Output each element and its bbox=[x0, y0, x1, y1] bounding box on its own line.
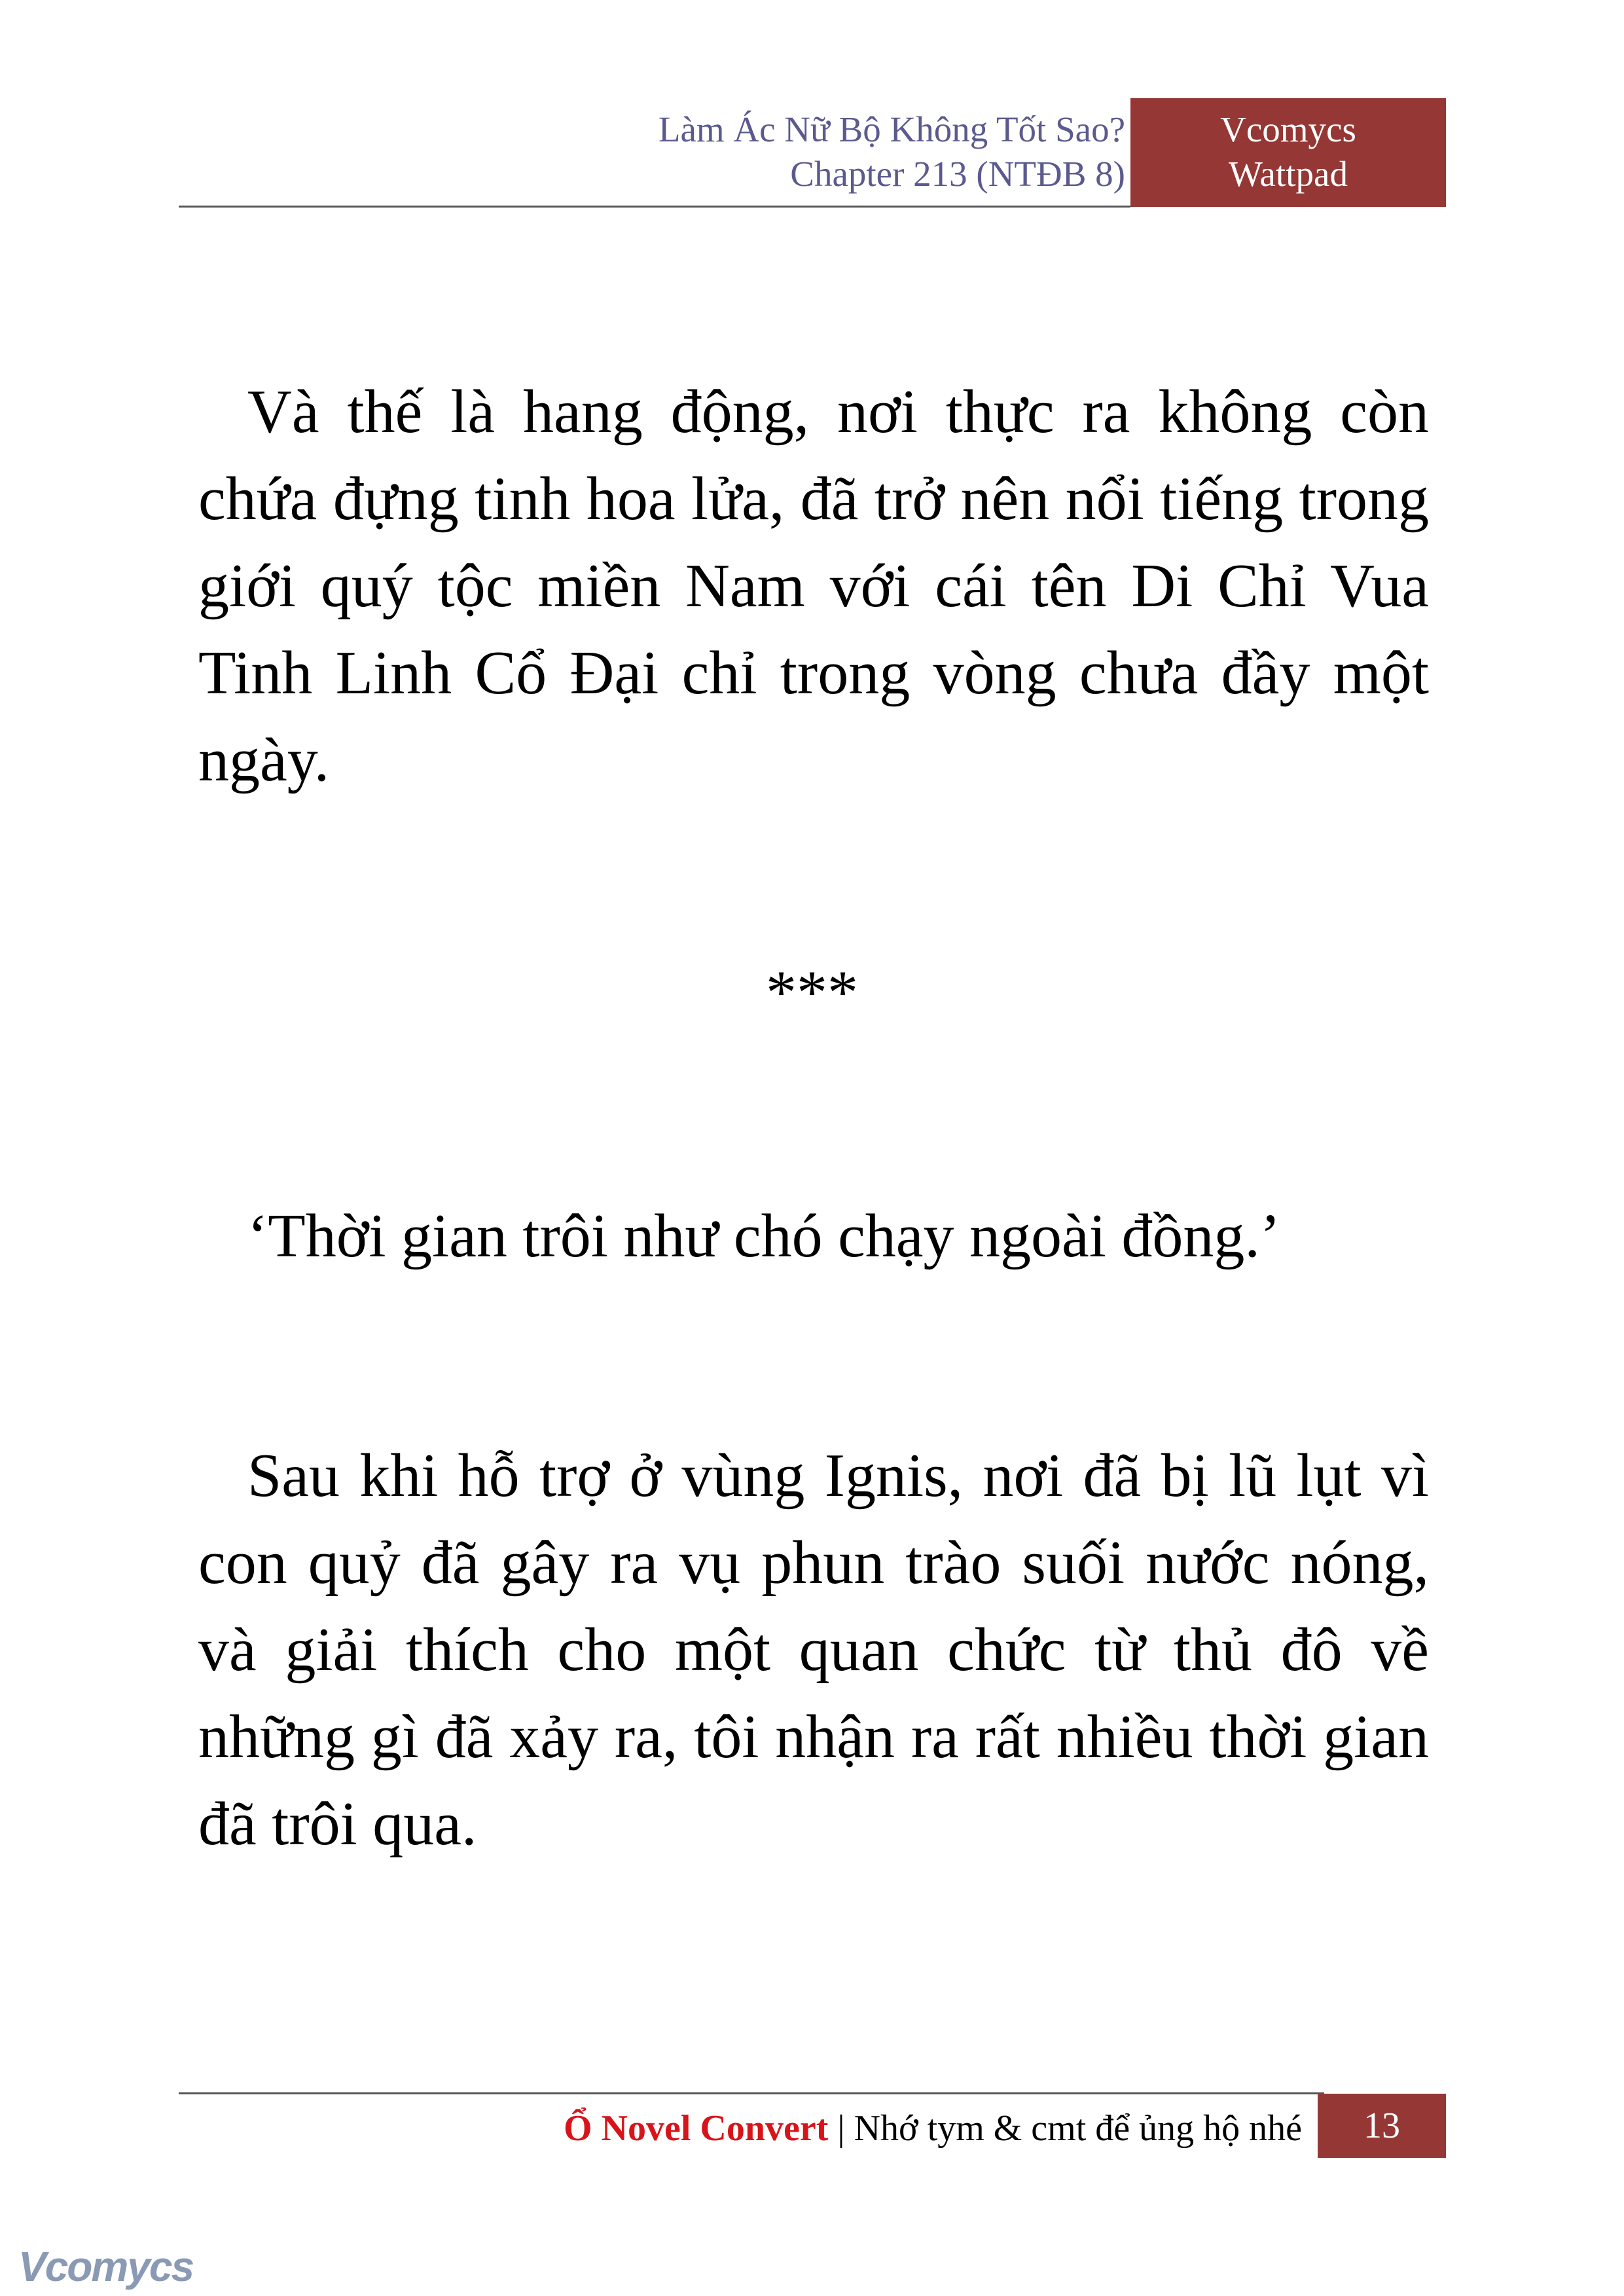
paragraph-1: Và thế là hang động, nơi thực ra không còn chứa đựng tinh hoa lửa, đã trở nên nổi tiếng trong giới quý tộc miền Nam với cái tên Di Chỉ Vua Tinh Linh Cổ Đại chỉ trong vòng chưa đầy một ngày. bbox=[198, 378, 1429, 794]
footer-separator: | bbox=[837, 2108, 845, 2149]
watermark-logo: Vcomycs bbox=[18, 2243, 194, 2290]
quote-line: ‘Thời gian trôi như chó chạy ngoài đồng.’ bbox=[247, 1202, 1281, 1270]
footer-text bbox=[564, 2105, 1302, 2151]
chapter-title: Chapter 213 (NTĐB 8) bbox=[790, 154, 1125, 194]
paragraph-2: Sau khi hỗ trợ ở vùng Ignis, nơi đã bị lũ lụt vì con quỷ đã gây ra vụ phun trào suối nước nóng, và giải thích cho một quan chức từ thủ đô về những gì đã xảy ra, tôi nhận ra rất nhiều thời gian đã trôi qua. bbox=[198, 1442, 1429, 1858]
page-number: 13 bbox=[1318, 2094, 1446, 2158]
page-header bbox=[179, 98, 1446, 207]
page-footer bbox=[179, 2092, 1446, 2159]
book-title: Làm Ác Nữ Bộ Không Tốt Sao? bbox=[658, 109, 1125, 149]
scene-separator: *** bbox=[766, 958, 858, 1027]
footer-message: Nhớ tym & cmt để ủng hộ nhé bbox=[854, 2108, 1302, 2149]
brand-vcomycs: Vcomycs bbox=[1220, 109, 1356, 149]
header-brand-box bbox=[1130, 98, 1446, 207]
footer-divider bbox=[179, 2092, 1324, 2094]
brand-wattpad: Wattpad bbox=[1229, 154, 1348, 194]
header-title bbox=[659, 107, 1125, 196]
footer-brand: Ổ Novel Convert bbox=[564, 2108, 829, 2149]
header-divider bbox=[179, 206, 1130, 208]
